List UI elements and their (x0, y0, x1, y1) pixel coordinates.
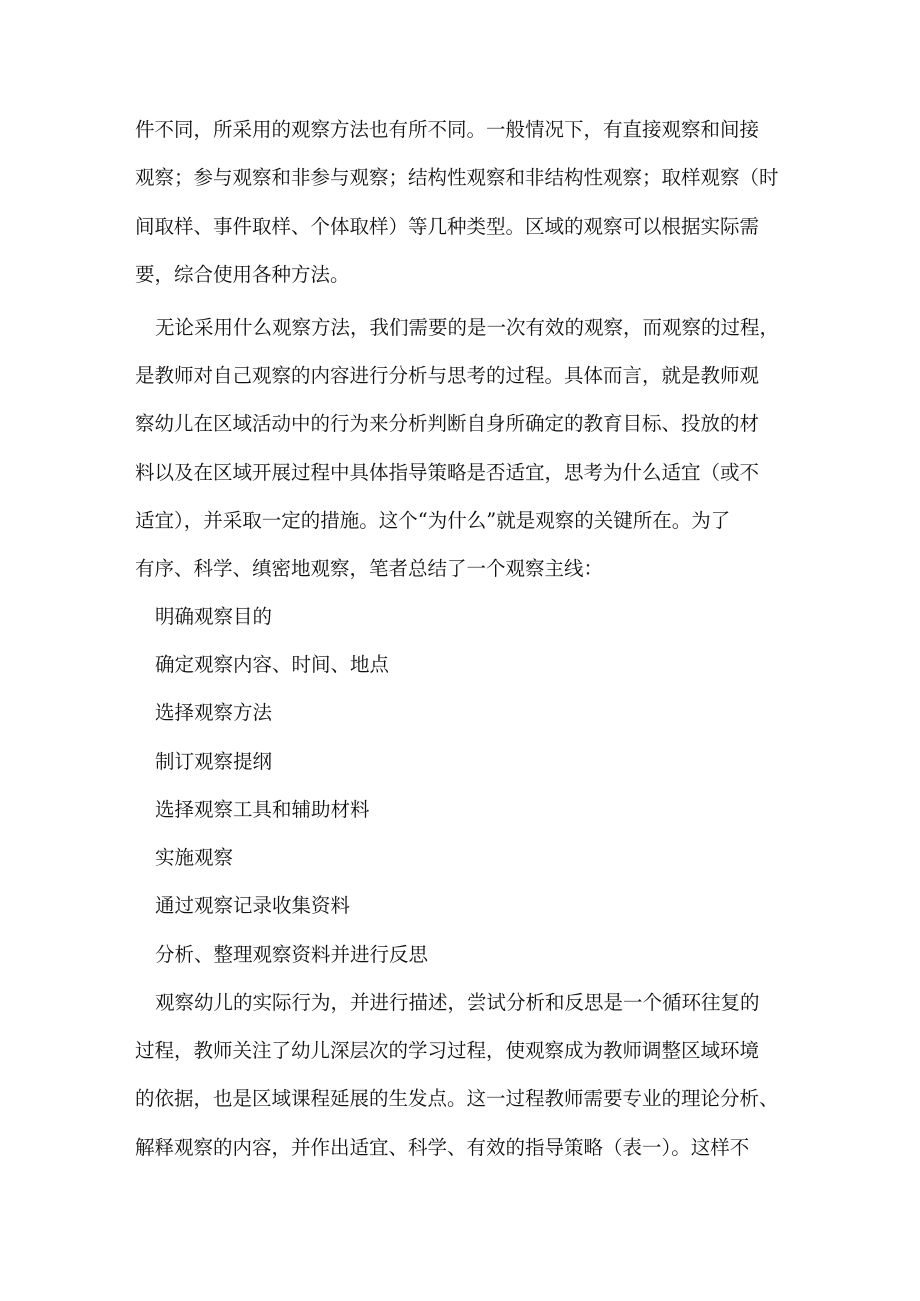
paragraph-2-line-4: 料以及在区域开展过程中具体指导策略是否适宜，思考为什么适宜（或不 (135, 461, 760, 484)
step-item: 选择观察工具和辅助材料 (155, 798, 370, 821)
step-item: 制订观察提纲 (155, 750, 273, 773)
paragraph-2-line-1: 无论采用什么观察方法，我们需要的是一次有效的观察，而观察的过程， (155, 316, 780, 339)
step-item: 选择观察方法 (155, 701, 273, 724)
paragraph-3-line-4: 解释观察的内容，并作出适宜、科学、有效的指导策略（表一）。这样不 (135, 1136, 750, 1159)
paragraph-1-line-1: 件不同，所采用的观察方法也有所不同。一般情况下，有直接观察和间接 (135, 118, 760, 141)
paragraph-1-line-3: 间取样、事件取样、个体取样）等几种类型。区域的观察可以根据实际需 (135, 215, 760, 238)
paragraph-3-line-1: 观察幼儿的实际行为，并进行描述，尝试分析和反思是一个循环往复的 (155, 991, 760, 1014)
paragraph-1-line-2: 观察；参与观察和非参与观察；结构性观察和非结构性观察；取样观察（时 (135, 166, 779, 189)
step-item: 确定观察内容、时间、地点 (155, 653, 390, 676)
paragraph-3-line-3: 的依据，也是区域课程延展的生发点。这一过程教师需要专业的理论分析、 (135, 1087, 779, 1110)
step-item: 分析、整理观察资料并进行反思 (155, 943, 429, 966)
paragraph-2-line-3: 察幼儿在区域活动中的行为来分析判断自身所确定的教育目标、投放的材 (135, 412, 760, 435)
paragraph-2-line-5: 适宜），并采取一定的措施。这个“为什么”就是观察的关键所在。为了 (135, 509, 731, 532)
step-item: 实施观察 (155, 846, 234, 869)
step-item: 明确观察目的 (155, 605, 273, 628)
paragraph-3-line-2: 过程，教师关注了幼儿深层次的学习过程，使观察成为教师调整区域环境 (135, 1039, 760, 1062)
paragraph-2-line-6: 有序、科学、缜密地观察，笔者总结了一个观察主线： (135, 557, 604, 580)
paragraph-2-line-2: 是教师对自己观察的内容进行分析与思考的过程。具体而言，就是教师观 (135, 364, 760, 387)
step-item: 通过观察记录收集资料 (155, 894, 351, 917)
paragraph-1-line-4: 要，综合使用各种方法。 (135, 263, 350, 286)
